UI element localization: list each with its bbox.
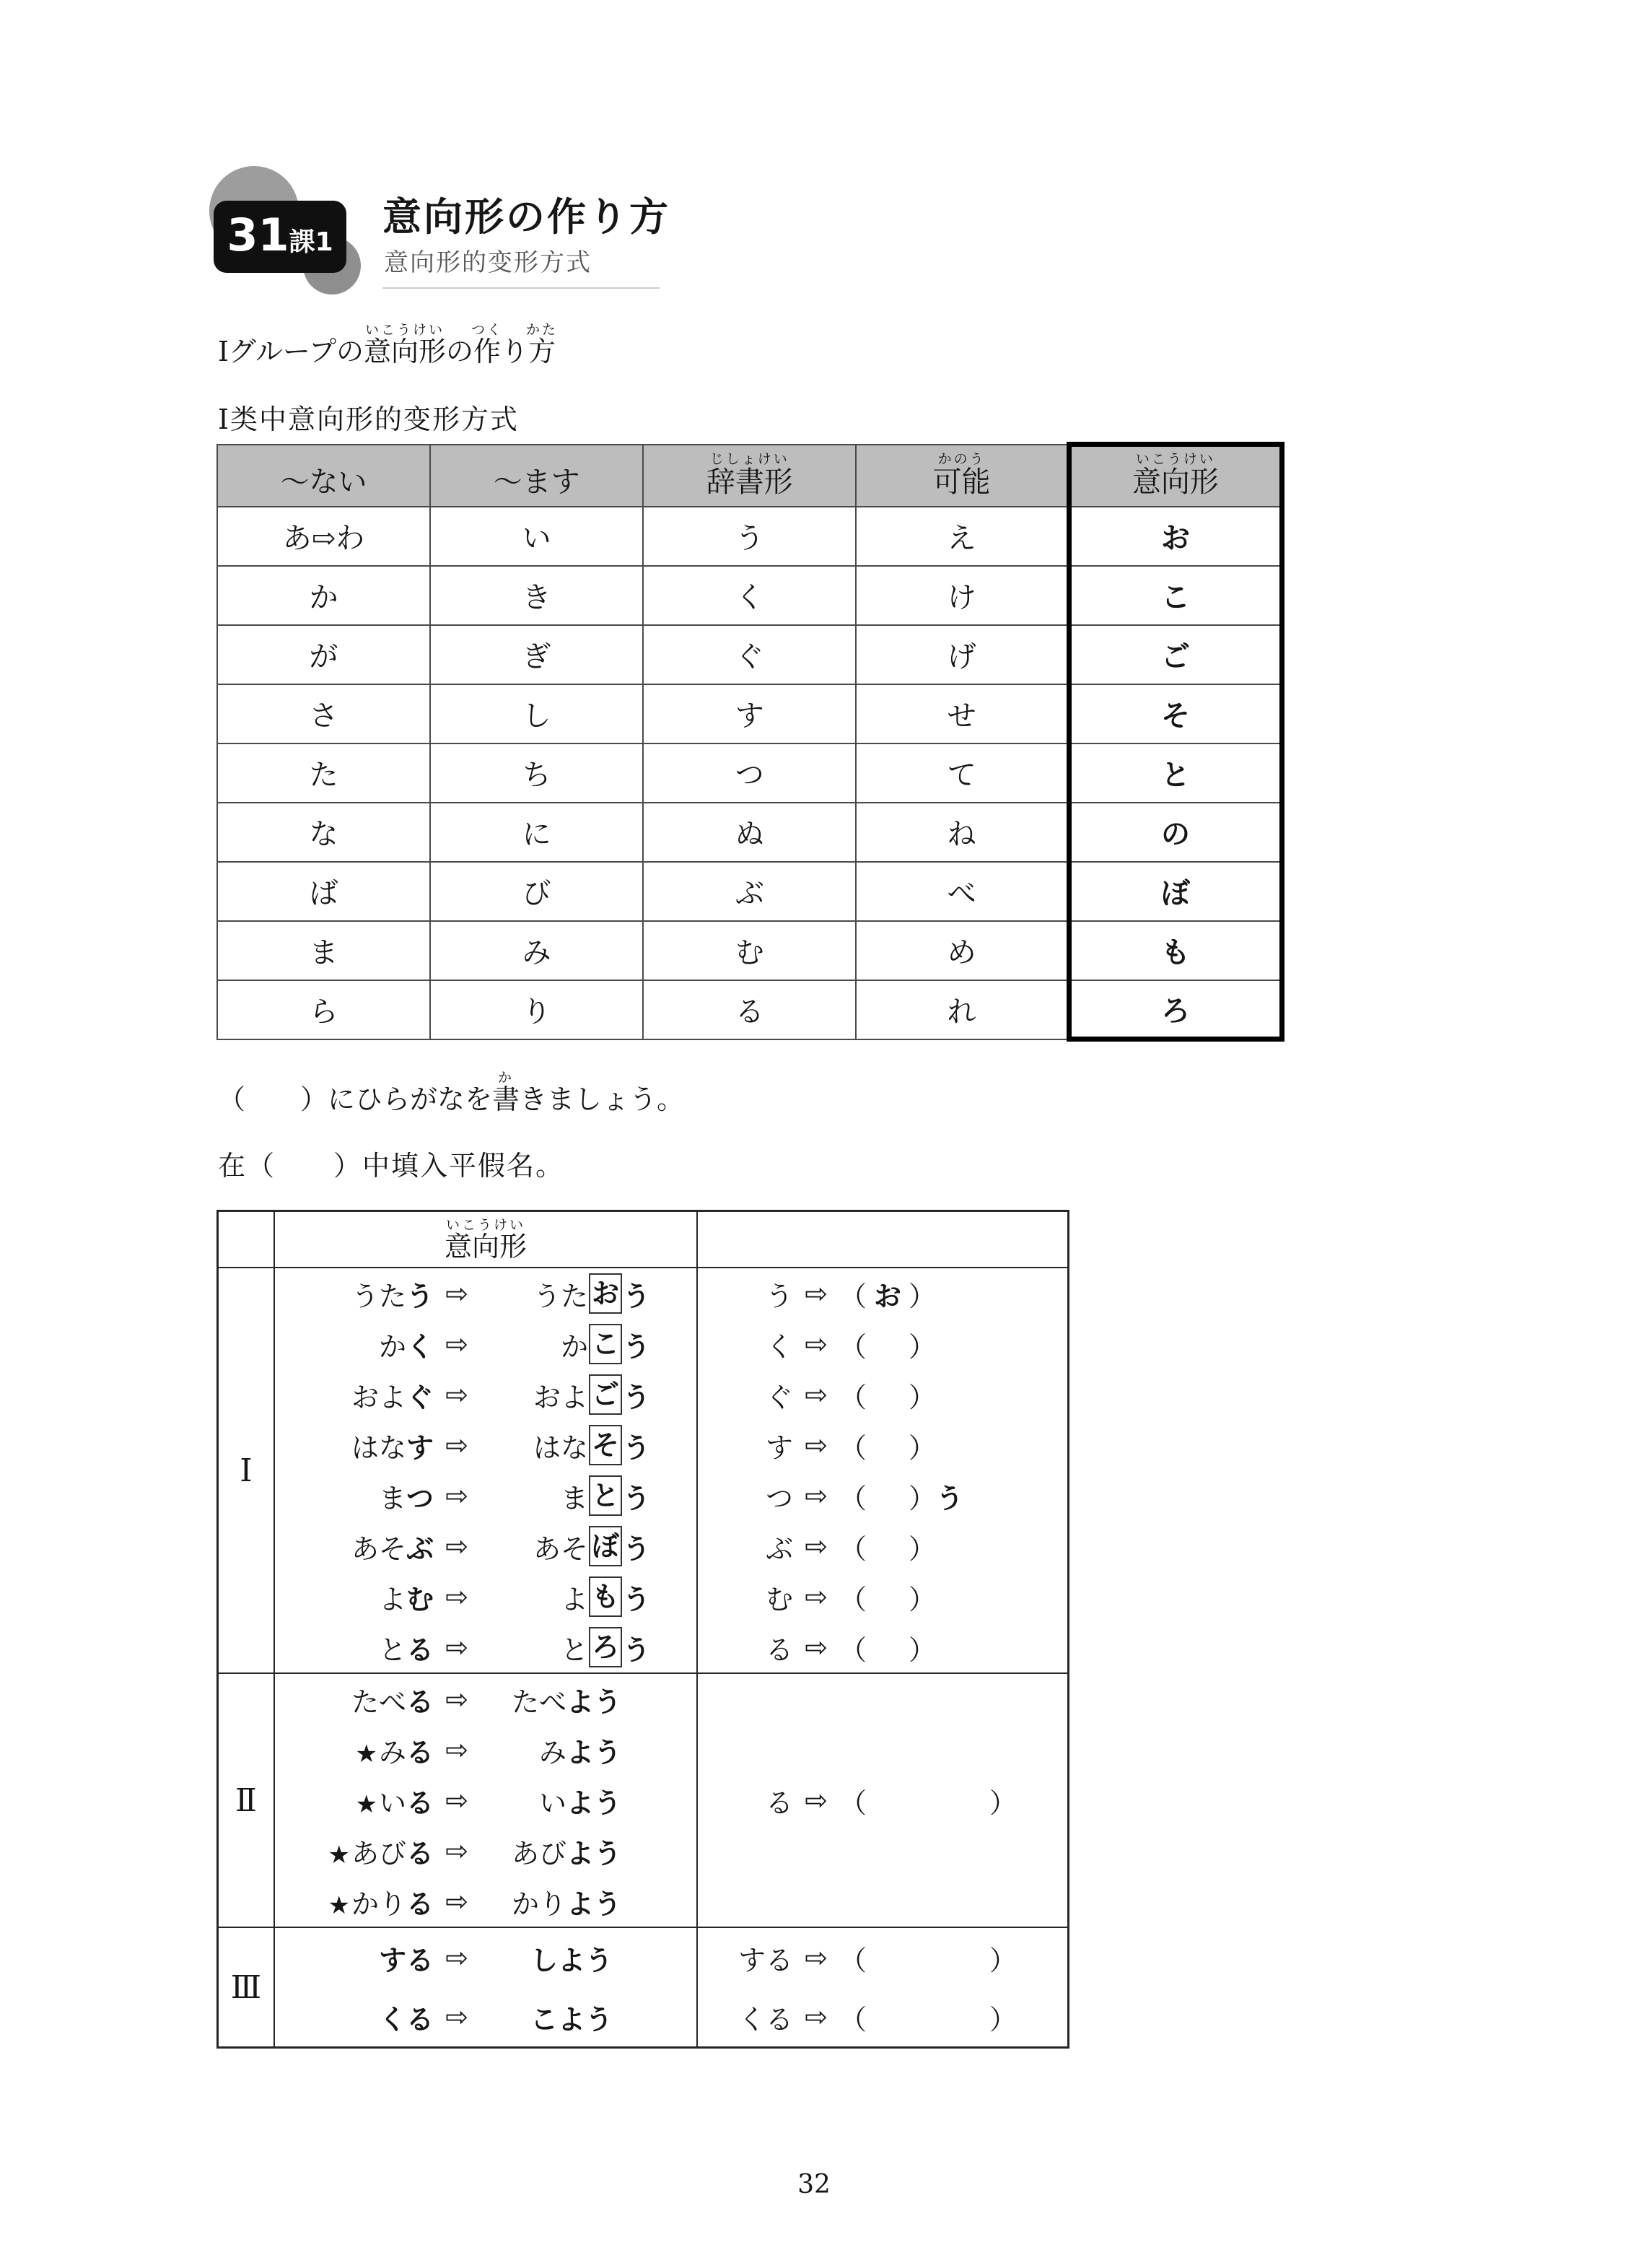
practice-header-title: 意向形いこうけい	[444, 1217, 527, 1262]
dictionary-form: まつ	[378, 1482, 434, 1514]
chart-col-header: 辞書形じしょけい	[643, 445, 856, 507]
volitional-suffix: う	[623, 1482, 651, 1514]
page-title: 意向形の作り方	[382, 194, 670, 240]
kana-cell: し	[430, 684, 643, 743]
answer-paren: （ ）	[839, 1431, 937, 1464]
volitional-suffix: う	[623, 1381, 651, 1413]
kana-cell: せ	[856, 684, 1069, 743]
kana-cell: ぎ	[430, 625, 643, 684]
practice-header-spacer	[219, 1212, 275, 1267]
fill-in-exercise	[696, 1622, 1067, 1672]
kana-cell: む	[643, 921, 856, 980]
kana-cell: べ	[856, 862, 1069, 921]
answer-key-box: お	[589, 1273, 622, 1314]
ending-kana: くる	[738, 2003, 793, 2036]
kana-cell: び	[430, 862, 643, 921]
volitional-stem: み	[538, 1736, 566, 1768]
conjugation-chart-body	[217, 507, 1282, 1039]
practice-row	[275, 1674, 1067, 1724]
chart-row	[217, 566, 1282, 625]
kana-cell: に	[430, 803, 643, 862]
group-label: Ⅰ	[219, 1268, 275, 1672]
practice-table-header	[219, 1212, 1067, 1268]
star-icon: ★	[328, 1840, 350, 1870]
kana-cell: れ	[856, 980, 1069, 1039]
answer-blank: お	[874, 1280, 902, 1312]
page-number: 32	[797, 2170, 831, 2199]
volitional-suffix: よう	[566, 1837, 622, 1870]
arrow-icon: ⇨	[445, 1784, 468, 1816]
volitional-suffix: よう	[566, 1888, 622, 1920]
dictionary-form: およぐ	[351, 1381, 434, 1413]
volitional-stem: うた	[533, 1280, 588, 1312]
arrow-icon: ⇨	[805, 1328, 828, 1360]
answer-key-box: こ	[589, 1324, 622, 1364]
lesson-badge	[209, 165, 397, 309]
answer-paren: （ ）	[839, 1944, 1017, 1976]
kana-cell: き	[430, 566, 643, 625]
answer-paren: （ お ）	[839, 1274, 936, 1314]
volitional-stem: かり	[511, 1888, 566, 1920]
kana-cell: ぶ	[643, 862, 856, 921]
ending-kana: ぶ	[765, 1532, 793, 1565]
conjugation-chart-header	[217, 445, 1282, 507]
volitional-suffix: う	[623, 1634, 651, 1666]
lesson-label: 課1	[289, 227, 333, 257]
arrow-icon: ⇨	[805, 1631, 828, 1663]
answer-suffix: う	[936, 1482, 964, 1514]
fill-in-exercise	[696, 1571, 1067, 1622]
fill-in-exercise	[696, 1775, 1067, 1826]
dictionary-form: たべる	[351, 1685, 434, 1718]
practice-rows	[275, 1928, 1067, 2046]
volitional-suffix: よう	[566, 1685, 622, 1718]
kana-cell: と	[1069, 743, 1282, 803]
arrow-icon: ⇨	[805, 2001, 828, 2033]
practice-row	[275, 1571, 1067, 1622]
fill-in-exercise	[696, 1876, 1067, 1927]
volitional-stem: よ	[560, 1583, 588, 1615]
practice-row	[275, 1369, 1067, 1420]
answer-paren: （ ）	[839, 1634, 937, 1666]
kana-cell: く	[643, 566, 856, 625]
answer-key-box: ご	[589, 1374, 622, 1415]
answer-key-box: も	[589, 1576, 622, 1617]
arrow-icon: ⇨	[805, 1530, 828, 1562]
practice-row	[275, 1826, 1067, 1876]
volitional-suffix: う	[623, 1280, 651, 1312]
conjugation-example	[275, 1724, 696, 1775]
volitional-stem: あそ	[533, 1532, 588, 1565]
practice-section	[219, 1927, 1067, 2046]
conjugation-example	[275, 1987, 696, 2046]
conjugation-example	[275, 1470, 696, 1521]
kana-cell: が	[217, 625, 430, 684]
kana-cell: ぐ	[643, 625, 856, 684]
kana-cell: ね	[856, 803, 1069, 862]
conjugation-example	[275, 1775, 696, 1826]
kana-cell: ぼ	[1069, 862, 1282, 921]
intro-japanese: Ⅰグループの意向形いこうけいの作つくり方かた	[218, 322, 559, 367]
practice-row	[275, 1268, 1067, 1319]
fill-in-exercise	[696, 1369, 1067, 1420]
practice-rows	[275, 1268, 1067, 1672]
lesson-number: 31	[227, 209, 289, 261]
ending-kana: む	[765, 1583, 793, 1615]
volitional-form: こよう	[530, 2003, 613, 2036]
dictionary-form: ★いる	[355, 1787, 434, 1819]
chart-row	[217, 921, 1282, 980]
volitional-form: しよう	[530, 1944, 613, 1976]
volitional-stem: と	[560, 1634, 588, 1666]
conjugation-example	[275, 1420, 696, 1470]
arrow-icon: ⇨	[445, 1429, 468, 1461]
group-label: Ⅲ	[219, 1928, 275, 2046]
chart-row	[217, 507, 1282, 566]
fill-in-exercise	[696, 1674, 1067, 1724]
chart-col-header: ～ます	[430, 445, 643, 507]
arrow-icon: ⇨	[445, 1734, 468, 1766]
chart-row	[217, 684, 1282, 743]
dictionary-form: ★みる	[355, 1736, 434, 1768]
chart-row	[217, 862, 1282, 921]
instruction-japanese: （ ）にひらがなを書かきましょう。	[218, 1070, 685, 1115]
kana-cell: い	[430, 507, 643, 566]
kana-cell: こ	[1069, 566, 1282, 625]
arrow-icon: ⇨	[445, 1683, 468, 1715]
fill-in-exercise	[696, 1987, 1067, 2046]
answer-paren: （ ）	[839, 1787, 1017, 1819]
chart-row	[217, 625, 1282, 684]
answer-key-box: ぼ	[589, 1526, 622, 1566]
answer-paren: （ ）	[839, 1381, 937, 1413]
answer-paren: （ ）	[839, 1330, 937, 1363]
practice-section	[219, 1672, 1067, 1927]
arrow-icon: ⇨	[445, 1278, 468, 1309]
chart-col-header: ～ない	[217, 445, 430, 507]
ending-kana: る	[765, 1634, 793, 1666]
ending-kana: す	[765, 1431, 793, 1464]
practice-row	[275, 1622, 1067, 1672]
practice-rows	[275, 1674, 1067, 1927]
ending-kana: う	[765, 1280, 793, 1312]
fill-in-exercise	[696, 1319, 1067, 1369]
kana-cell: す	[643, 684, 856, 743]
answer-paren: （ ）	[839, 1583, 937, 1615]
chart-col-header: 意向形いこうけい	[1069, 445, 1282, 507]
practice-row	[275, 1876, 1067, 1927]
chart-row	[217, 803, 1282, 862]
kana-cell: る	[643, 980, 856, 1039]
lesson-number-plate	[214, 201, 346, 273]
answer-key-box: と	[589, 1475, 622, 1516]
kana-cell: え	[856, 507, 1069, 566]
conjugation-example	[275, 1674, 696, 1724]
fill-in-exercise	[696, 1420, 1067, 1470]
kana-cell: ろ	[1069, 980, 1282, 1039]
practice-header-right-spacer	[696, 1212, 1067, 1267]
practice-row	[275, 1319, 1067, 1369]
kana-cell: ぬ	[643, 803, 856, 862]
kana-cell: み	[430, 921, 643, 980]
volitional-stem: あび	[511, 1837, 566, 1870]
kana-cell: も	[1069, 921, 1282, 980]
dictionary-form: とる	[378, 1634, 434, 1666]
practice-row	[275, 1724, 1067, 1775]
star-icon: ★	[355, 1739, 377, 1768]
group-label: Ⅱ	[219, 1674, 275, 1927]
ending-kana: つ	[765, 1482, 793, 1514]
arrow-icon: ⇨	[445, 2001, 468, 2033]
dictionary-form: よむ	[378, 1583, 434, 1615]
arrow-icon: ⇨	[805, 1429, 828, 1461]
practice-table	[216, 1210, 1069, 2049]
kana-cell: そ	[1069, 684, 1282, 743]
volitional-suffix: う	[623, 1583, 651, 1615]
fill-in-exercise	[696, 1470, 1067, 1521]
practice-section	[219, 1268, 1067, 1672]
kana-cell: ら	[217, 980, 430, 1039]
page-subtitle: 意向形的变形方式	[384, 248, 592, 277]
arrow-icon: ⇨	[445, 1835, 468, 1867]
chart-col-header: 可能かのう	[856, 445, 1069, 507]
dictionary-form: かく	[378, 1330, 434, 1363]
kana-cell: か	[217, 566, 430, 625]
arrow-icon: ⇨	[445, 1631, 468, 1663]
arrow-icon: ⇨	[445, 1885, 468, 1917]
kana-cell: つ	[643, 743, 856, 803]
practice-row	[275, 1775, 1067, 1826]
fill-in-exercise	[696, 1521, 1067, 1571]
ending-kana: る	[765, 1787, 793, 1819]
dictionary-form: くる	[378, 2003, 434, 2036]
arrow-icon: ⇨	[445, 1328, 468, 1360]
practice-row	[275, 1987, 1067, 2046]
arrow-icon: ⇨	[805, 1784, 828, 1816]
fill-in-exercise	[696, 1724, 1067, 1775]
kana-cell: げ	[856, 625, 1069, 684]
ending-kana: ぐ	[765, 1381, 793, 1413]
kana-cell: あ⇨わ	[217, 507, 430, 566]
arrow-icon: ⇨	[805, 1278, 828, 1309]
volitional-stem: およ	[533, 1381, 588, 1413]
kana-cell: た	[217, 743, 430, 803]
practice-sections	[219, 1268, 1067, 2046]
conjugation-example	[275, 1622, 696, 1672]
volitional-stem: か	[560, 1330, 588, 1363]
title-divider	[382, 287, 660, 289]
volitional-suffix: う	[623, 1330, 651, 1363]
conjugation-example	[275, 1571, 696, 1622]
chart-row	[217, 980, 1282, 1039]
dictionary-form: する	[378, 1944, 434, 1976]
ending-kana: する	[738, 1944, 793, 1976]
volitional-suffix: う	[623, 1532, 651, 1565]
arrow-icon: ⇨	[805, 1942, 828, 1973]
chart-header-row	[217, 445, 1282, 507]
star-icon: ★	[355, 1789, 377, 1819]
fill-in-exercise	[696, 1826, 1067, 1876]
arrow-icon: ⇨	[445, 1379, 468, 1410]
practice-row	[275, 1928, 1067, 1987]
conjugation-chart	[216, 442, 1285, 1042]
conjugation-example	[275, 1876, 696, 1927]
answer-paren: （ ） う	[839, 1476, 963, 1516]
practice-row	[275, 1470, 1067, 1521]
conjugation-example	[275, 1369, 696, 1420]
conjugation-example	[275, 1268, 696, 1319]
fill-in-exercise	[696, 1928, 1067, 1987]
arrow-icon: ⇨	[445, 1581, 468, 1613]
dictionary-form: うたう	[351, 1280, 434, 1312]
kana-cell: め	[856, 921, 1069, 980]
conjugation-example	[275, 1928, 696, 1987]
volitional-stem: い	[538, 1787, 566, 1819]
conjugation-example	[275, 1319, 696, 1369]
kana-cell: て	[856, 743, 1069, 803]
answer-key-box: ろ	[589, 1627, 622, 1667]
kana-cell: お	[1069, 507, 1282, 566]
kana-cell: け	[856, 566, 1069, 625]
instruction-chinese: 在（ ）中填入平假名。	[218, 1150, 565, 1182]
kana-cell: さ	[217, 684, 430, 743]
dictionary-form: あそぶ	[351, 1532, 434, 1565]
answer-paren: （ ）	[839, 1532, 937, 1565]
volitional-stem: はな	[533, 1431, 588, 1464]
kana-cell: う	[643, 507, 856, 566]
answer-key-box: そ	[589, 1425, 622, 1465]
kana-cell: り	[430, 980, 643, 1039]
volitional-suffix: よう	[566, 1736, 622, 1768]
star-icon: ★	[328, 1890, 350, 1920]
arrow-icon: ⇨	[445, 1942, 468, 1973]
kana-cell: の	[1069, 803, 1282, 862]
kana-cell: ご	[1069, 625, 1282, 684]
chart-row	[217, 743, 1282, 803]
arrow-icon: ⇨	[805, 1581, 828, 1613]
arrow-icon: ⇨	[805, 1480, 828, 1512]
arrow-icon: ⇨	[445, 1480, 468, 1512]
volitional-stem: ま	[560, 1482, 588, 1514]
fill-in-exercise	[696, 1268, 1067, 1319]
conjugation-example	[275, 1521, 696, 1571]
arrow-icon: ⇨	[445, 1530, 468, 1562]
dictionary-form: ★かりる	[328, 1888, 434, 1920]
kana-cell: ま	[217, 921, 430, 980]
dictionary-form: はなす	[351, 1431, 434, 1464]
kana-cell: ば	[217, 862, 430, 921]
conjugation-example	[275, 1826, 696, 1876]
kana-cell: な	[217, 803, 430, 862]
answer-paren: （ ）	[839, 2003, 1017, 2036]
intro-chinese: Ⅰ类中意向形的变形方式	[218, 404, 520, 435]
practice-row	[275, 1521, 1067, 1571]
volitional-suffix: よう	[566, 1787, 622, 1819]
ending-kana: く	[765, 1330, 793, 1363]
dictionary-form: ★あびる	[328, 1837, 434, 1870]
kana-cell: ち	[430, 743, 643, 803]
practice-row	[275, 1420, 1067, 1470]
arrow-icon: ⇨	[805, 1379, 828, 1410]
volitional-suffix: う	[623, 1431, 651, 1464]
volitional-stem: たべ	[511, 1685, 566, 1718]
